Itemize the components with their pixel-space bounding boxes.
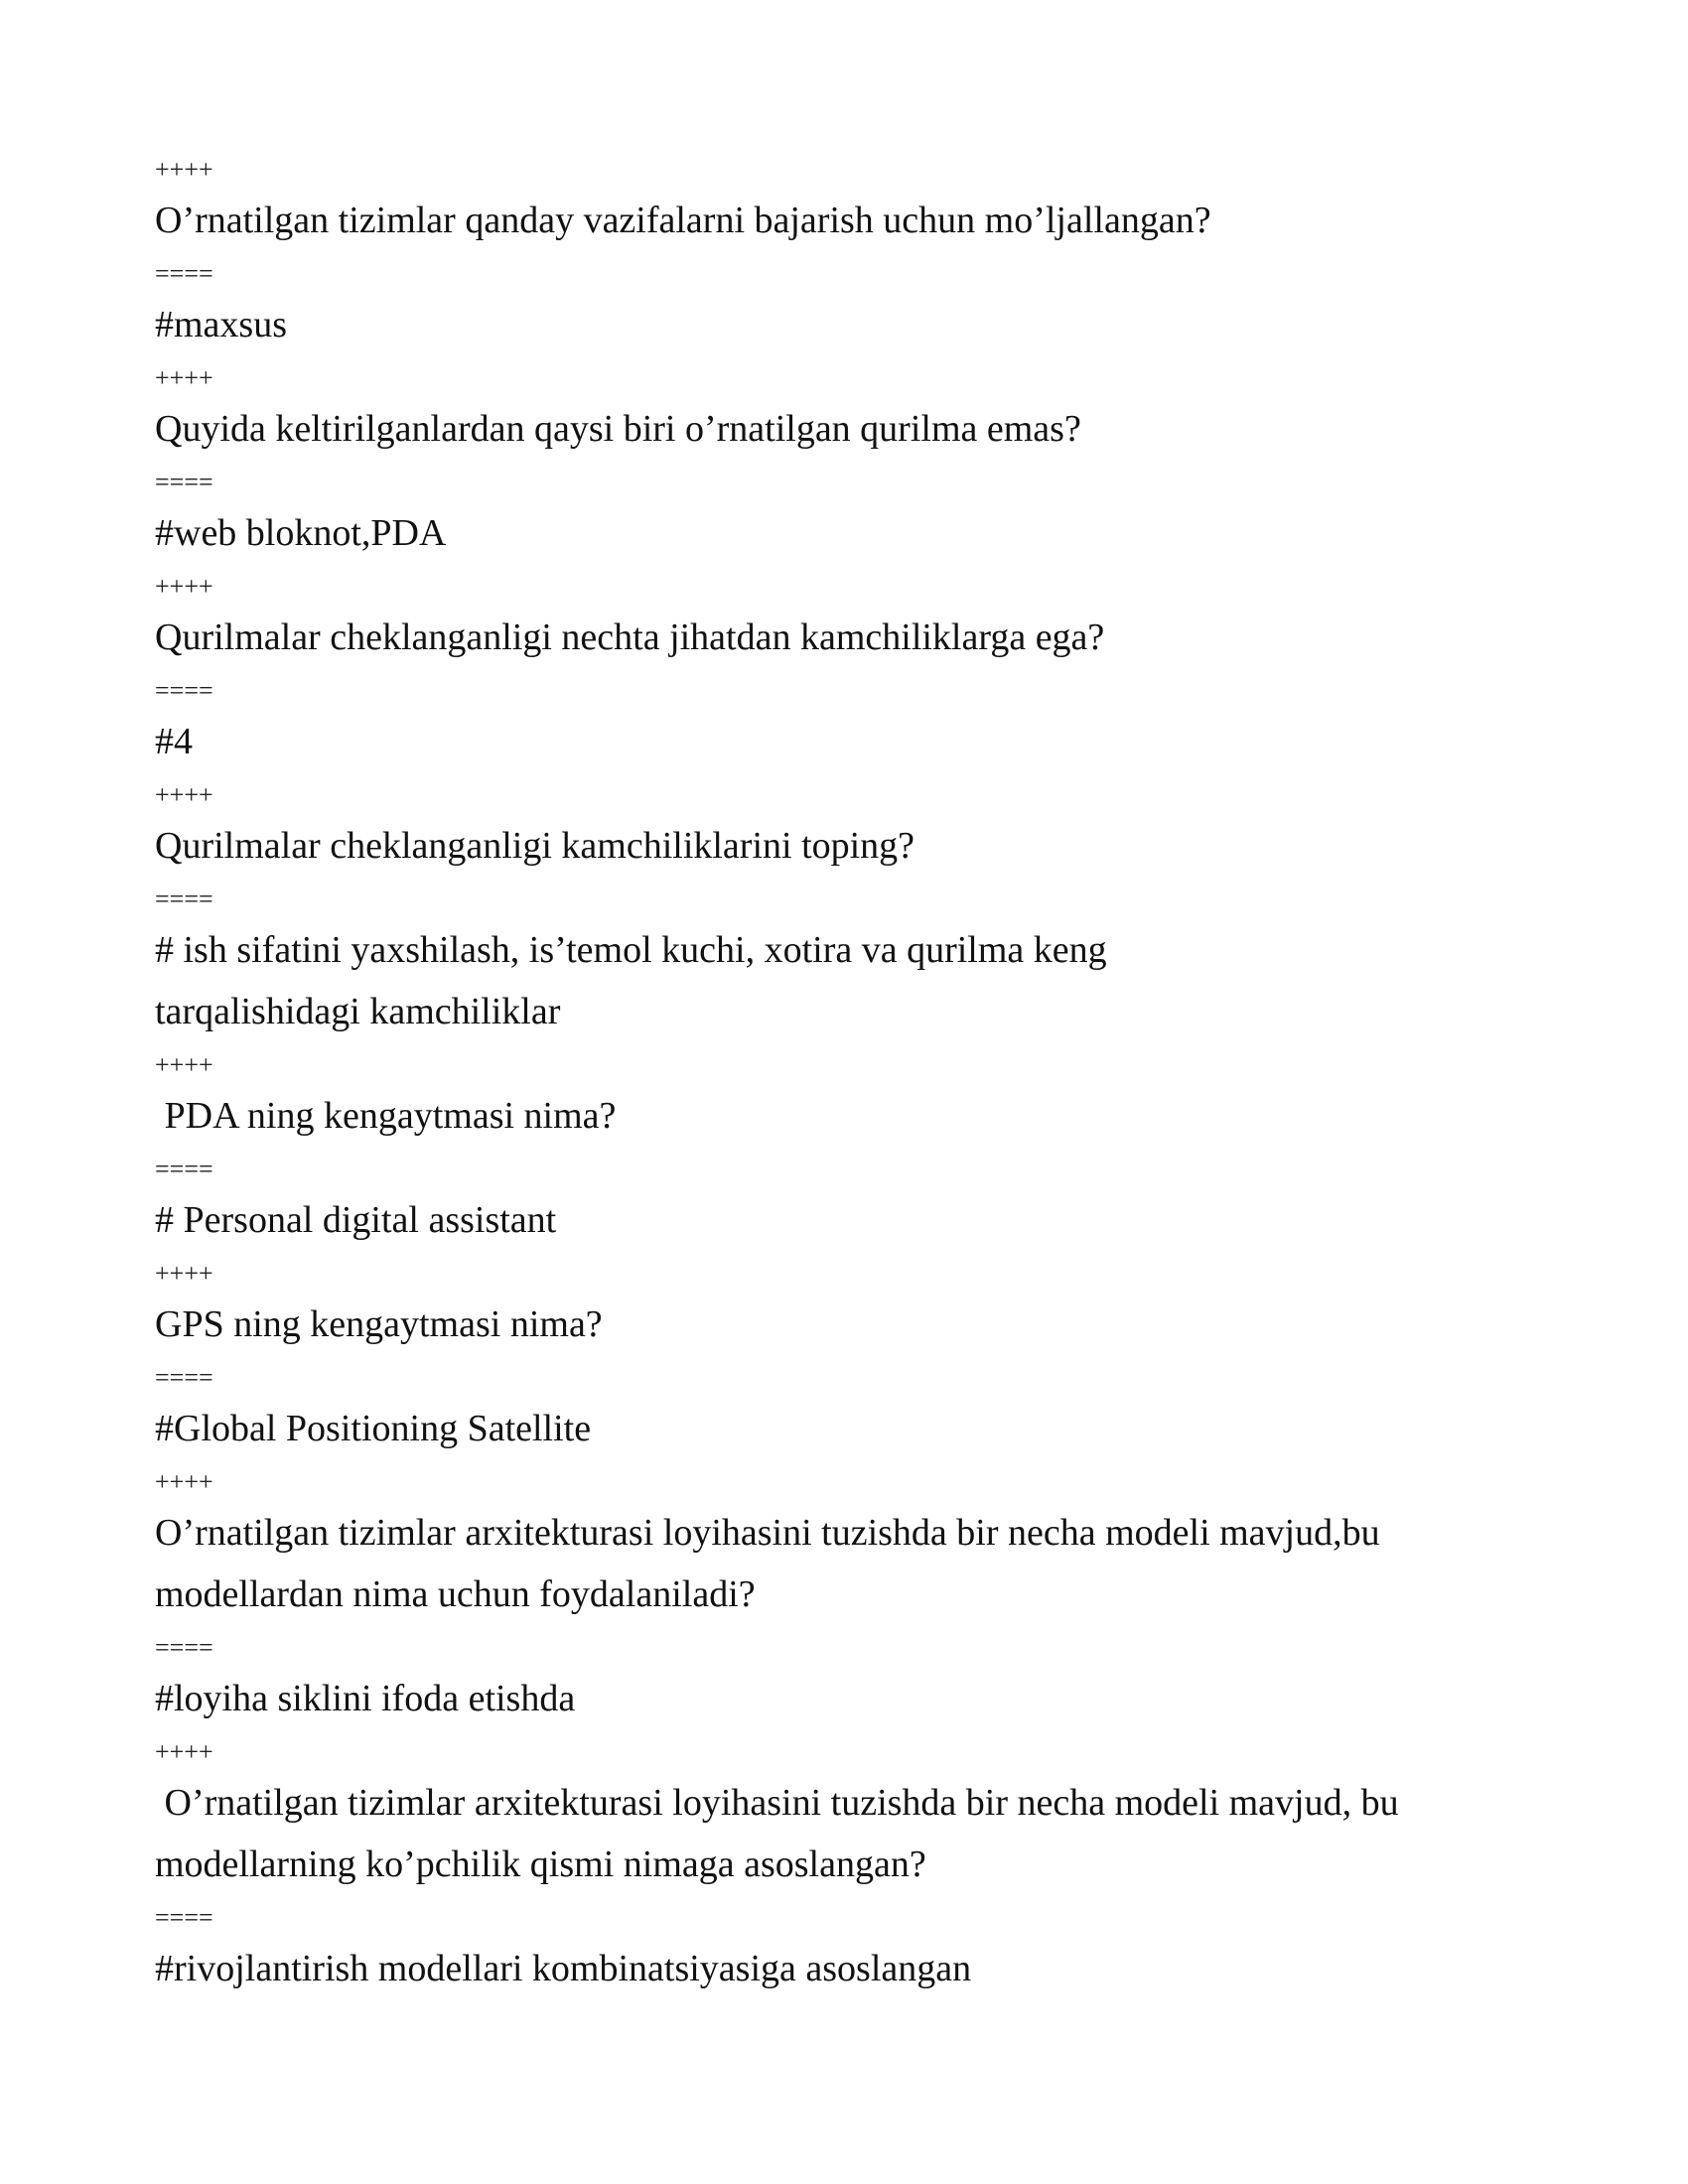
question-text-line-1: O’rnatilgan tizimlar arxitekturasi loyihasini tuzishda bir necha modeli mavjud, bu (155, 1782, 1399, 1824)
separator-equals: ==== (155, 1903, 213, 1932)
answer-text-line-2: tarqalishidagi kamchiliklar (155, 991, 561, 1032)
separator-equals: ==== (155, 676, 213, 705)
question-text: Qurilmalar cheklanganligi kamchiliklarini toping? (155, 825, 915, 867)
answer-text: #Global Positioning Satellite (155, 1408, 592, 1449)
separator-plus: ++++ (155, 155, 213, 184)
question-text: PDA ning kengaytmasi nima? (155, 1095, 617, 1137)
answer-text-line-1: # ish sifatini yaxshilash, is’temol kuchi, xotira va qurilma keng (155, 929, 1107, 971)
separator-equals: ==== (155, 1633, 213, 1662)
answer-text: #web bloknot,PDA (155, 512, 447, 554)
separator-plus: ++++ (155, 1050, 213, 1079)
question-text: O’rnatilgan tizimlar qanday vazifalarni bajarish uchun mo’ljallangan? (155, 200, 1211, 241)
separator-equals: ==== (155, 1363, 213, 1392)
separator-equals: ==== (155, 468, 213, 496)
separator-plus: ++++ (155, 1259, 213, 1288)
answer-text: # Personal digital assistant (155, 1199, 557, 1241)
answer-text: #4 (155, 721, 193, 762)
separator-plus: ++++ (155, 780, 213, 809)
question-text: GPS ning kengaytmasi nima? (155, 1303, 603, 1345)
separator-plus: ++++ (155, 1737, 213, 1766)
question-text-line-2: modellardan nima uchun foydalaniladi? (155, 1573, 756, 1615)
separator-plus: ++++ (155, 1467, 213, 1496)
answer-text: #rivojlantirish modellari kombinatsiyasiga asoslangan (155, 1948, 972, 1989)
separator-plus: ++++ (155, 572, 213, 601)
question-text: Quyida keltirilganlardan qaysi biri o’rnatilgan qurilma emas? (155, 408, 1081, 450)
answer-text: #loyiha siklini ifoda etishda (155, 1678, 576, 1719)
separator-plus: ++++ (155, 363, 213, 392)
question-text-line-1: O’rnatilgan tizimlar arxitekturasi loyihasini tuzishda bir necha modeli mavjud,bu (155, 1512, 1380, 1554)
question-text-line-2: modellarning ko’pchilik qismi nimaga asoslangan? (155, 1843, 926, 1885)
question-text: Qurilmalar cheklanganligi nechta jihatdan kamchiliklarga ega? (155, 616, 1105, 658)
answer-text: #maxsus (155, 304, 287, 345)
separator-equals: ==== (155, 885, 213, 913)
separator-equals: ==== (155, 259, 213, 288)
separator-equals: ==== (155, 1155, 213, 1183)
